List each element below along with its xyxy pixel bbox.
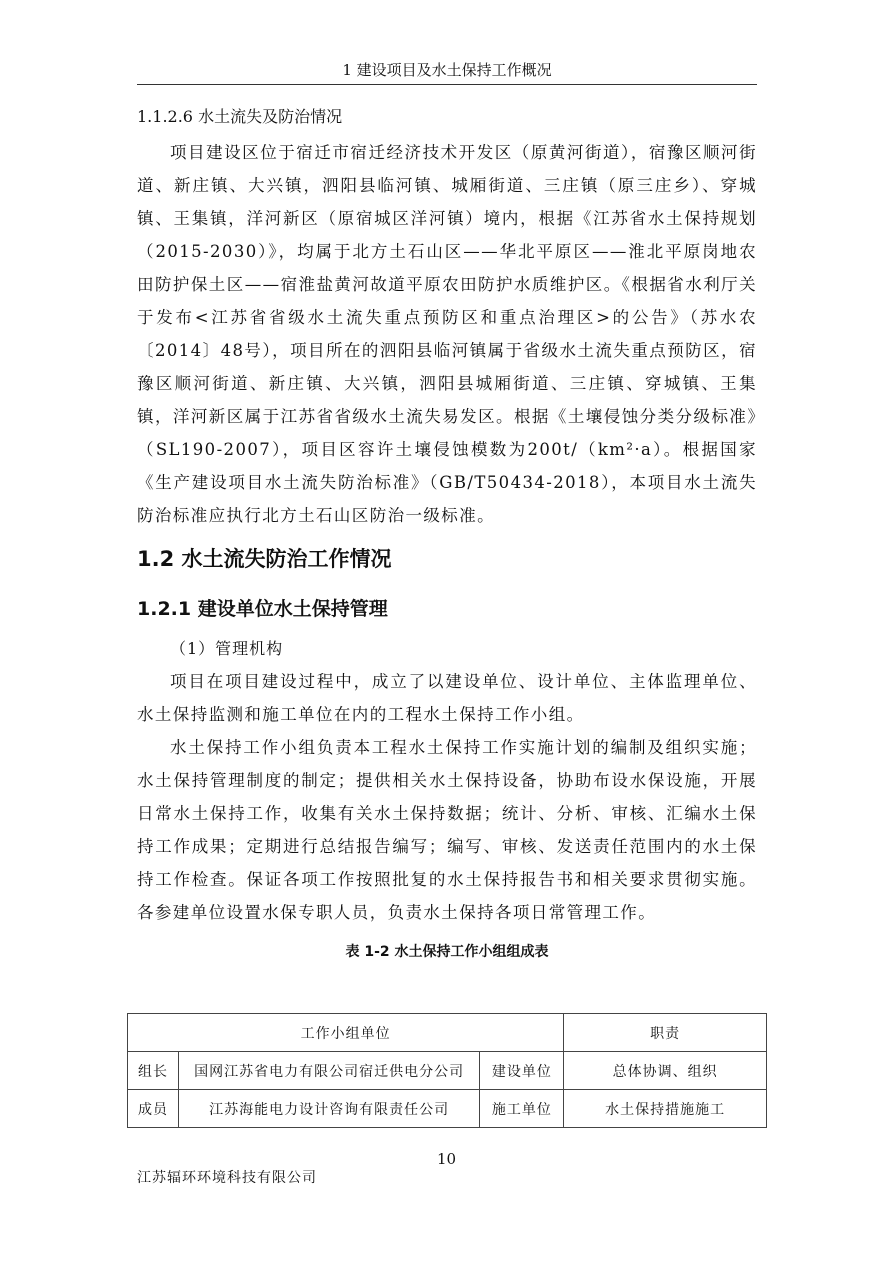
table-cell-org: 国网江苏省电力有限公司宿迁供电分公司 — [178, 1052, 479, 1090]
table-row — [128, 1052, 767, 1090]
page-content — [137, 104, 757, 969]
paragraph-work-group: 项目在项目建设过程中，成立了以建设单位、设计单位、主体监理单位、水土保持监测和施工单位在内的工程水土保持工作小组。 — [137, 672, 757, 724]
table-cell-duty: 总体协调、组织 — [564, 1052, 767, 1090]
table-caption: 表 1-2 水土保持工作小组组成表 — [345, 944, 549, 960]
table-cell-org: 江苏海能电力设计咨询有限责任公司 — [178, 1090, 479, 1128]
list-item-management-org: （1）管理机构 — [170, 639, 284, 658]
table-header-duty: 职责 — [564, 1014, 767, 1052]
table-header-unit: 工作小组单位 — [128, 1014, 564, 1052]
table-cell-role: 组长 — [128, 1052, 179, 1090]
table-cell-duty: 水土保持措施施工 — [564, 1090, 767, 1128]
section-heading-12: 1.2 水土流失防治工作情况 — [137, 547, 392, 571]
page-number: 10 — [436, 1150, 457, 1168]
paragraph-group-duties: 水土保持工作小组负责本工程水土保持工作实施计划的编制及组织实施；水土保持管理制度的制定；提供相关水土保持设备，协助布设水保设施，开展日常水土保持工作，收集有关水土保持数据；统计、分析、审核、汇编水土保持工作成果；定期进行总结报告编写；编写、审核、发送责任范围内的水土保持工作检查。保证各项工作按照批复的水土保持报告书和相关要求贯彻实施。各参建单位设置水保专职人员，负责水土保持各项日常管理工作。 — [137, 738, 757, 922]
section-heading-121: 1.2.1 建设单位水土保持管理 — [137, 598, 388, 620]
table-cell-role: 成员 — [128, 1090, 179, 1128]
footer-company: 江苏辐环环境科技有限公司 — [137, 1170, 317, 1186]
table-row — [128, 1090, 767, 1128]
header-rule — [137, 84, 757, 85]
running-header: 1 建设项目及水土保持工作概况 — [342, 61, 552, 79]
table-cell-type: 施工单位 — [480, 1090, 564, 1128]
table-header-row — [128, 1014, 767, 1052]
table-cell-type: 建设单位 — [480, 1052, 564, 1090]
work-group-table — [127, 1013, 767, 1128]
subsection-heading-1126: 1.1.2.6 水土流失及防治情况 — [137, 107, 343, 126]
paragraph-soil-erosion: 项目建设区位于宿迁市宿迁经济技术开发区（原黄河街道），宿豫区顺河街道、新庄镇、大兴镇，泗阳县临河镇、城厢街道、三庄镇（原三庄乡）、穿城镇、王集镇，洋河新区（原宿城区洋河镇）境内，根据《江苏省水土保持规划（2015-2030）》，均属于北方土石山区——华北平原区——淮北平原岗地农田防护保土区——宿淮盐黄河故道平原农田防护水质维护区。《根据省水利厅关于发布<江苏省省级水土流失重点预防区和重点治理区>的公告》（苏水农〔2014〕48号），项目所在的泗阳县临河镇属于省级水土流失重点预防区，宿豫区顺河街道、新庄镇、大兴镇，泗阳县城厢街道、三庄镇、穿城镇、王集镇，洋河新区属于江苏省省级水土流失易发区。根据《土壤侵蚀分类分级标准》（SL190-2007），项目区容许土壤侵蚀模数为200t/（km²·a）。根据国家《生产建设项目水土流失防治标准》（GB/T50434-2018），本项目水土流失防治标准应执行北方土石山区防治一级标准。 — [137, 143, 757, 525]
